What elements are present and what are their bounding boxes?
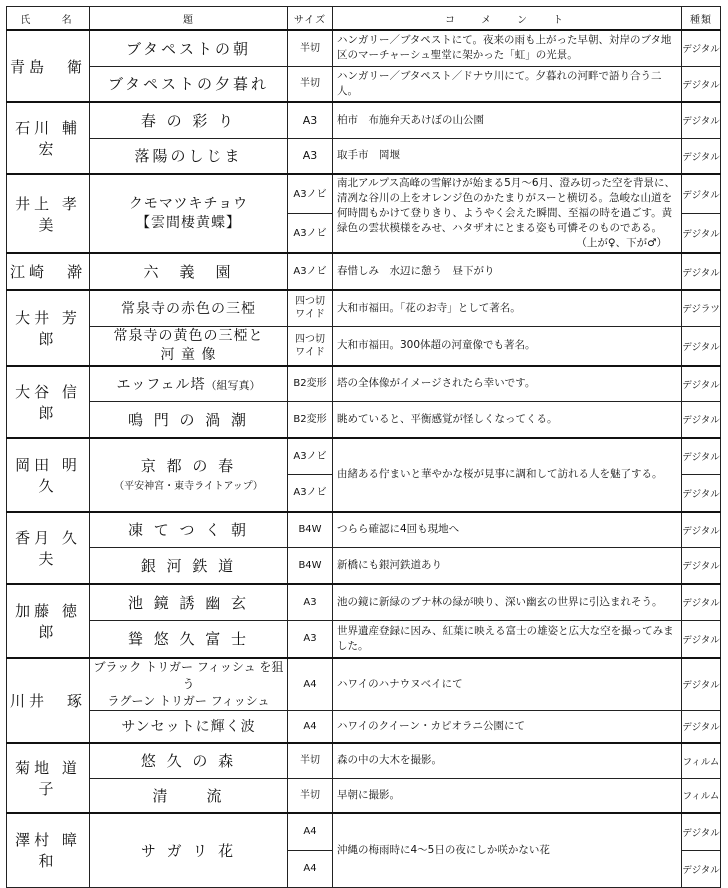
work-size: A3	[288, 138, 333, 174]
entrant-name: 青島 衛	[7, 30, 90, 102]
table-row	[7, 658, 721, 711]
work-title: 池 鏡 誘 幽 玄	[90, 584, 288, 621]
work-title	[90, 658, 288, 711]
work-comment: 塔の全体像がイメージされたら幸いです。	[333, 366, 682, 402]
work-title-sub: （平安神宮・東寺ライトアップ）	[114, 481, 263, 492]
work-comment-tail: （上が♀、下が♂）	[576, 237, 667, 249]
work-title-line2: 【雲間棲黄蝶】	[136, 214, 241, 231]
work-size: B2変形	[288, 366, 333, 402]
table-row	[7, 102, 721, 138]
work-title: 春 の 彩 り	[90, 102, 288, 138]
work-kind: フィルム	[682, 743, 721, 778]
header-name: 氏 名	[7, 7, 90, 31]
work-title: 常泉寺の赤色の三椏	[90, 290, 288, 326]
entrant-name: 川井 琢	[7, 658, 90, 744]
work-comment: ハンガリー／ブタペストにて。夜来の雨も上がった早朝、対岸のブタ地区のマーチャーシュ聖堂に架かった「虹」の光景。	[333, 30, 682, 66]
work-title: 六 義 園	[90, 253, 288, 290]
work-comment: 眺めていると、平衡感覚が怪しくなってくる。	[333, 402, 682, 438]
table-row	[7, 30, 721, 66]
work-size-line2: ワイド	[295, 346, 325, 358]
table-row	[7, 326, 721, 366]
work-title: サ ガ リ 花	[90, 813, 288, 887]
entrant-name: 加藤 徳郎	[7, 584, 90, 658]
work-size: A3ノビ	[288, 253, 333, 290]
work-kind: デジタル	[682, 66, 721, 102]
work-title-main: 京 都 の 春	[140, 457, 237, 475]
work-kind: デジタル	[682, 658, 721, 711]
work-size: A3	[288, 102, 333, 138]
table-row	[7, 813, 721, 850]
work-title	[90, 326, 288, 366]
exhibit-table	[6, 6, 721, 888]
work-kind: デジタル	[682, 326, 721, 366]
work-title: 悠 久 の 森	[90, 743, 288, 778]
work-comment	[333, 174, 682, 253]
entrant-name: 岡田 明久	[7, 438, 90, 512]
header-size: サイズ	[288, 7, 333, 31]
work-comment: 春惜しみ 水辺に憩う 昼下がり	[333, 253, 682, 290]
work-size: A3ノビ	[288, 214, 333, 254]
work-kind: デジタル	[682, 102, 721, 138]
table-row	[7, 438, 721, 475]
work-size	[288, 290, 333, 326]
entrant-name: 井上 孝美	[7, 174, 90, 253]
table-row	[7, 548, 721, 584]
work-title: サンセットに輝く波	[90, 710, 288, 743]
work-title: ブタペストの夕暮れ	[90, 66, 288, 102]
work-title-note: （組写真）	[205, 378, 261, 392]
work-title-line2: ラグーン トリガー フィッシュ	[107, 693, 270, 708]
work-size: A4	[288, 813, 333, 850]
work-kind: デジタル	[682, 710, 721, 743]
work-size	[288, 326, 333, 366]
work-comment: 由緒ある佇まいと華やかな桜が見事に調和して訪れる人を魅了する。	[333, 438, 682, 512]
work-comment: 大和市福田。300体超の河童像でも著名。	[333, 326, 682, 366]
table-row	[7, 138, 721, 174]
work-title: 聳 悠 久 富 士	[90, 621, 288, 658]
work-size: A3ノビ	[288, 438, 333, 475]
table-row	[7, 621, 721, 658]
work-title-line1: クモマツキチョウ	[128, 195, 249, 212]
work-title: ブタペストの朝	[90, 30, 288, 66]
work-kind: デジタル	[682, 366, 721, 402]
work-size: A3	[288, 621, 333, 658]
work-size: B2変形	[288, 402, 333, 438]
work-size-line2: ワイド	[295, 309, 325, 321]
work-kind: デジタル	[682, 174, 721, 214]
work-comment: つらら確認に4回も現地へ	[333, 512, 682, 548]
work-comment: 沖縄の梅雨時に4～5日の夜にしか咲かない花	[333, 813, 682, 887]
work-title-main: エッフェル塔	[116, 376, 206, 393]
header-comment: コメント	[333, 7, 682, 31]
entrant-name: 石川 輔宏	[7, 102, 90, 174]
work-size: A3ノビ	[288, 475, 333, 512]
work-kind: デジタル	[682, 850, 721, 887]
work-title: 清 流	[90, 778, 288, 813]
work-size-line1: 四つ切	[295, 333, 325, 345]
work-title: 落陽のしじま	[90, 138, 288, 174]
work-kind: フィルム	[682, 778, 721, 813]
table-row	[7, 174, 721, 214]
work-comment-text: 南北アルプス高峰の雪解けが始まる5月～6月、澄み切った空を背景に、清冽な谷川の上をオレンジ色のかたまりがスーと横切る。急峻な山道を何時間もかけて登りきり、ようやく会えた瞬間、至福の時を過ごす。黄緑色の雲状模様をみせ、ハタザオにとまる姿も可憐そのものである。	[337, 177, 676, 234]
work-comment: 池の鏡に新緑のブナ林の緑が映り、深い幽玄の世界に引込まれそう。	[333, 584, 682, 621]
work-comment: 森の中の大木を撮影。	[333, 743, 682, 778]
work-kind: デジタル	[682, 253, 721, 290]
header-title: 題	[90, 7, 288, 31]
work-size: B4W	[288, 512, 333, 548]
work-kind: デジタル	[682, 475, 721, 512]
work-size: 半切	[288, 743, 333, 778]
work-title	[90, 174, 288, 253]
header-kind: 種類	[682, 7, 721, 31]
work-comment: ハンガリー／ブタペスト／ドナウ川にて。夕暮れの河畔で語り合う二人。	[333, 66, 682, 102]
work-kind: デジタル	[682, 214, 721, 254]
work-size: 半切	[288, 66, 333, 102]
entrant-name: 江崎 澣	[7, 253, 90, 290]
work-comment: 世界遺産登録に因み、紅葉に映える富士の雄姿と広大な空を撮ってみました。	[333, 621, 682, 658]
work-size: A3ノビ	[288, 174, 333, 214]
table-row	[7, 290, 721, 326]
work-kind: デジタル	[682, 584, 721, 621]
table-row	[7, 778, 721, 813]
work-comment: ハワイのクイーン・カピオラニ公園にて	[333, 710, 682, 743]
work-kind: デジタル	[682, 138, 721, 174]
entrant-name: 澤村 暲和	[7, 813, 90, 887]
work-title: 凍 て つ く 朝	[90, 512, 288, 548]
work-kind: デジタル	[682, 512, 721, 548]
exhibit-table-sheet	[6, 6, 720, 878]
entrant-name: 香月 久夫	[7, 512, 90, 584]
work-kind: デジタル	[682, 402, 721, 438]
work-size: A4	[288, 850, 333, 887]
work-comment: ハワイのハナウヌベイにて	[333, 658, 682, 711]
work-kind: デジラツ	[682, 290, 721, 326]
table-row	[7, 743, 721, 778]
work-title-line2: 河 童 像	[160, 346, 217, 363]
table-row	[7, 366, 721, 402]
table-row	[7, 402, 721, 438]
work-size: A3	[288, 584, 333, 621]
work-kind: デジタル	[682, 621, 721, 658]
work-comment: 大和市福田。「花のお寺」として著名。	[333, 290, 682, 326]
work-comment: 柏市 布施弁天あけぼの山公園	[333, 102, 682, 138]
work-title-line1: ブラック トリガー フィッシュ を狙う	[93, 659, 284, 691]
work-size: 半切	[288, 778, 333, 813]
work-title	[90, 366, 288, 402]
work-title: 銀 河 鉄 道	[90, 548, 288, 584]
entrant-name: 菊地 道子	[7, 743, 90, 813]
table-row	[7, 584, 721, 621]
table-row	[7, 66, 721, 102]
work-size-line1: 四つ切	[295, 296, 325, 308]
work-size: B4W	[288, 548, 333, 584]
work-title: 鳴 門 の 渦 潮	[90, 402, 288, 438]
work-size: A4	[288, 710, 333, 743]
work-comment: 早朝に撮影。	[333, 778, 682, 813]
entrant-name: 大谷 信郎	[7, 366, 90, 438]
work-kind: デジタル	[682, 30, 721, 66]
work-comment: 取手市 岡堰	[333, 138, 682, 174]
table-row	[7, 253, 721, 290]
work-size: 半切	[288, 30, 333, 66]
header-row	[7, 7, 721, 31]
work-kind: デジタル	[682, 548, 721, 584]
work-title-line1: 常泉寺の黄色の三椏と	[113, 327, 264, 344]
work-size: A4	[288, 658, 333, 711]
entrant-name: 大井 芳郎	[7, 290, 90, 366]
work-kind: デジタル	[682, 438, 721, 475]
table-row	[7, 512, 721, 548]
table-row	[7, 710, 721, 743]
work-comment: 新橋にも銀河鉄道あり	[333, 548, 682, 584]
work-kind: デジタル	[682, 813, 721, 850]
work-title	[90, 438, 288, 512]
